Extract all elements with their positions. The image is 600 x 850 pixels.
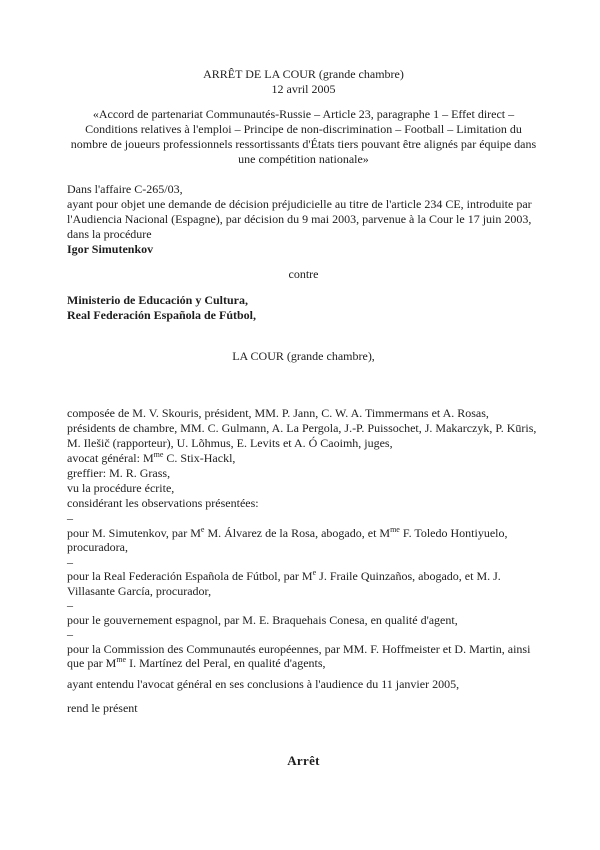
defendant-federacion: Real Federación Española de Fútbol, bbox=[67, 308, 257, 322]
defendant-ministerio: Ministerio de Educación y Cultura, bbox=[67, 293, 249, 307]
observations-list bbox=[67, 511, 540, 671]
judgment-date: 12 avril 2005 bbox=[271, 82, 336, 96]
keywords-summary: «Accord de partenariat Communautés-Russie – Article 23, paragraphe 1 – Effet direct – Conditions relatives à l'emploi – Principe de non-discrimination – Football – Limitation du nombre de joueurs professionnels ressortissants d'États tiers pouvant être alignés par équipe dans une compétition nationale» bbox=[70, 107, 537, 166]
observation-spanish-government: pour le gouvernement espagnol, par M. E. Braquehais Conesa, en qualité d'agent, bbox=[67, 612, 458, 627]
observation-simutenkov: pour M. Simutenkov, par Me M. Álvarez de la Rosa, abogado, et $M^{me}$ F. Toledo Hontiyuelo, procuradora, bbox=[67, 524, 508, 554]
case-number: Dans l'affaire C-265/03, bbox=[67, 182, 183, 196]
judgment-title: ARRÊT DE LA COUR (grande chambre) bbox=[203, 67, 404, 81]
judgment-heading: Arrêt bbox=[287, 752, 320, 768]
observation-commission: pour la Commission des Communautés européennes, par MM. F. Hoffmeister et D. Martin, ainsi que par $M^{me}$ I. Martínez del Peral, en qualité d'agents, bbox=[67, 641, 531, 670]
composition-judges: composée de M. V. Skouris, président, MM. P. Jann, C. W. A. Timmermans et A. Rosas, présidents de chambre, MM. C. Gulmann, A. La Pergola, J.-P. Puissochet, J. Makarczyk, P. Kūris, M. Ilešič (rapporteur), U. Lõhmus, E. Levits et A. Ó Caoimh, juges, bbox=[67, 406, 537, 450]
court-heading: LA COUR (grande chambre), bbox=[232, 349, 375, 363]
versus-label: contre bbox=[288, 267, 319, 281]
list-dash: – bbox=[67, 554, 73, 569]
hearing-note: ayant entendu l'avocat général en ses conclusions à l'audience du 11 janvier 2005, bbox=[67, 676, 460, 691]
court-composition bbox=[67, 406, 540, 511]
applicant-name: Igor Simutenkov bbox=[67, 242, 154, 256]
observation-federacion: pour la Real Federación Española de Fútbol, par Me J. Fraile Quinzaños, abogado, et M. J. Villasante García, procurador, bbox=[67, 568, 501, 598]
case-intro bbox=[67, 182, 540, 257]
list-dash: – bbox=[67, 598, 73, 612]
list-dash: – bbox=[67, 627, 73, 641]
defendants-block bbox=[67, 293, 540, 323]
renders-line: rend le présent bbox=[67, 700, 138, 715]
composition-registrar: greffier: M. R. Grass, bbox=[67, 466, 171, 480]
composition-advocate-general: avocat général: $M^{me}$ C. Stix-Hackl, bbox=[67, 450, 236, 465]
composition-written-procedure: vu la procédure écrite, bbox=[67, 481, 175, 495]
case-description: ayant pour objet une demande de décision préjudicielle au titre de l'article 234 CE, introduite par l'Audiencia Nacional (Espagne), par décision du 9 mai 2003, parvenue à la Cour le 17 juin 2003, dans la procédure bbox=[67, 197, 532, 241]
composition-observations-intro: considérant les observations présentées: bbox=[67, 496, 259, 510]
list-dash: – bbox=[67, 511, 73, 525]
